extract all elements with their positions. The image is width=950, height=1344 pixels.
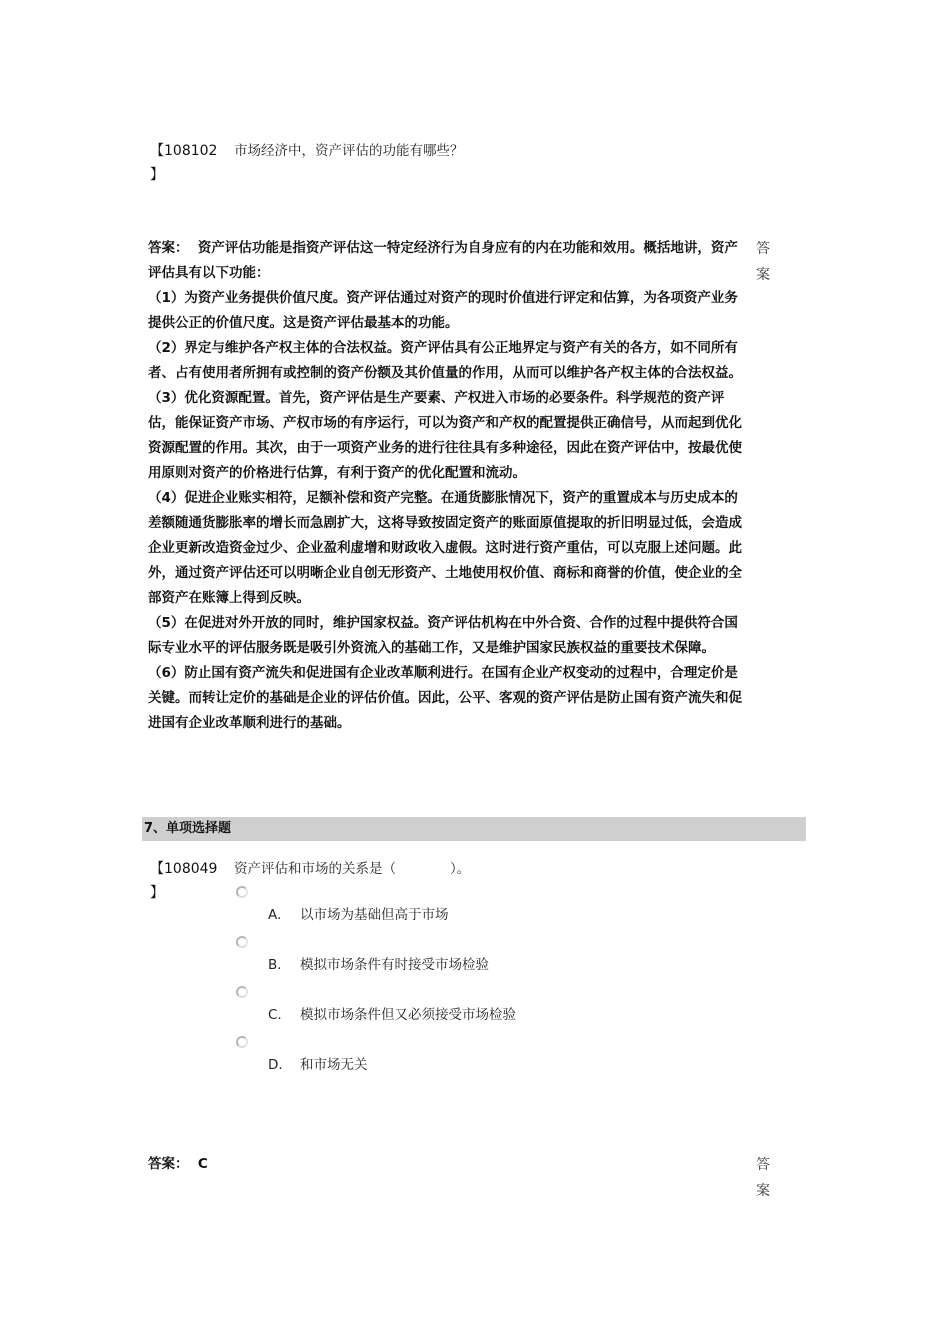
option-d[interactable] (268, 1054, 368, 1076)
section-header: 7、单项选择题 (142, 817, 806, 841)
answer-label: 答案： (148, 1156, 189, 1172)
option-a[interactable] (268, 904, 449, 926)
option-text: 模拟市场条件有时接受市场检验 (300, 957, 489, 973)
question-id: 【108049 】 (150, 861, 218, 901)
option-letter: B. (268, 957, 282, 973)
option-letter: C. (268, 1007, 282, 1023)
answer-point: （4）促进企业账实相符，足额补偿和资产完整。在通货膨胀情况下，资产的重置成本与历史成本的差额随通货膨胀率的增长而急剧扩大，这将导致按固定资产的账面原值提取的折旧明显过低，会造成企业更新改造资金过少、企业盈利虚增和财政收入虚假。这时进行资产重估，可以克服上述问题。此外，通过资产评估还可以明晰企业自创无形资产、土地使用权价值、商标和商誉的价值，使企业的全部资产在账簿上得到反映。 (148, 490, 742, 606)
answer-point: （5）在促进对外开放的同时，维护国家权益。资产评估机构在中外合资、合作的过程中提供符合国际专业水平的评估服务既是吸引外资流入的基础工作，又是维护国家民族权益的重要技术保障。 (148, 615, 738, 656)
option-letter: D. (268, 1057, 283, 1073)
answer-block (148, 1152, 208, 1177)
answer-side-label[interactable]: 答 案 (756, 241, 770, 283)
option-c[interactable] (268, 1004, 516, 1026)
answer-intro: 答案： 资产评估功能是指资产评估这一特定经济行为自身应有的内在功能和效用。概括地讲，资产评估具有以下功能： (148, 240, 738, 281)
option-text: 模拟市场条件但又必须接受市场检验 (300, 1007, 516, 1023)
answer-point: （3）优化资源配置。首先，资产评估是生产要素、产权进入市场的必要条件。科学规范的资产评估，能保证资产市场、产权市场的有序运行，可以为资产和产权的配置提供正确信号，从而起到优化资源配置的作用。其次，由于一项资产业务的进行往往具有多种途径，因此在资产评估中，按最优使用原则对资产的价格进行估算，有利于资产的优化配置和流动。 (148, 390, 742, 481)
option-b[interactable] (268, 954, 489, 976)
option-letter: A. (268, 907, 282, 923)
radio-option-b[interactable] (236, 936, 248, 948)
answer-label: 答案： (148, 240, 189, 256)
radio-option-d[interactable] (236, 1036, 248, 1048)
option-text: 和市场无关 (300, 1057, 368, 1073)
radio-option-a[interactable] (236, 886, 248, 898)
radio-option-c[interactable] (236, 986, 248, 998)
question-text: 资产评估和市场的关系是（ ）。 (234, 861, 471, 877)
question-id: 【108102 】 (150, 143, 218, 183)
answer-point: （1）为资产业务提供价值尺度。资产评估通过对资产的现时价值进行评定和估算，为各项资产业务提供公正的价值尺度。这是资产评估最基本的功能。 (148, 290, 738, 331)
answer-point: （6）防止国有资产流失和促进国有企业改革顺利进行。在国有企业产权变动的过程中，合理定价是关键。而转让定价的基础是企业的评估价值。因此，公平、客观的资产评估是防止国有资产流失和促进国有企业改革顺利进行的基础。 (148, 665, 742, 731)
answer-block (148, 236, 742, 736)
answer-side-label[interactable]: 答 案 (756, 1157, 770, 1199)
option-text: 以市场为基础但高于市场 (300, 907, 449, 923)
question-text: 市场经济中，资产评估的功能有哪些？ (234, 143, 464, 159)
answer-point: （2）界定与维护各产权主体的合法权益。资产评估具有公正地界定与资产有关的各方，如不同所有者、占有使用者所拥有或控制的资产份额及其价值量的作用，从而可以维护各产权主体的合法权益。 (148, 340, 742, 381)
answer-value: C (197, 1156, 208, 1172)
